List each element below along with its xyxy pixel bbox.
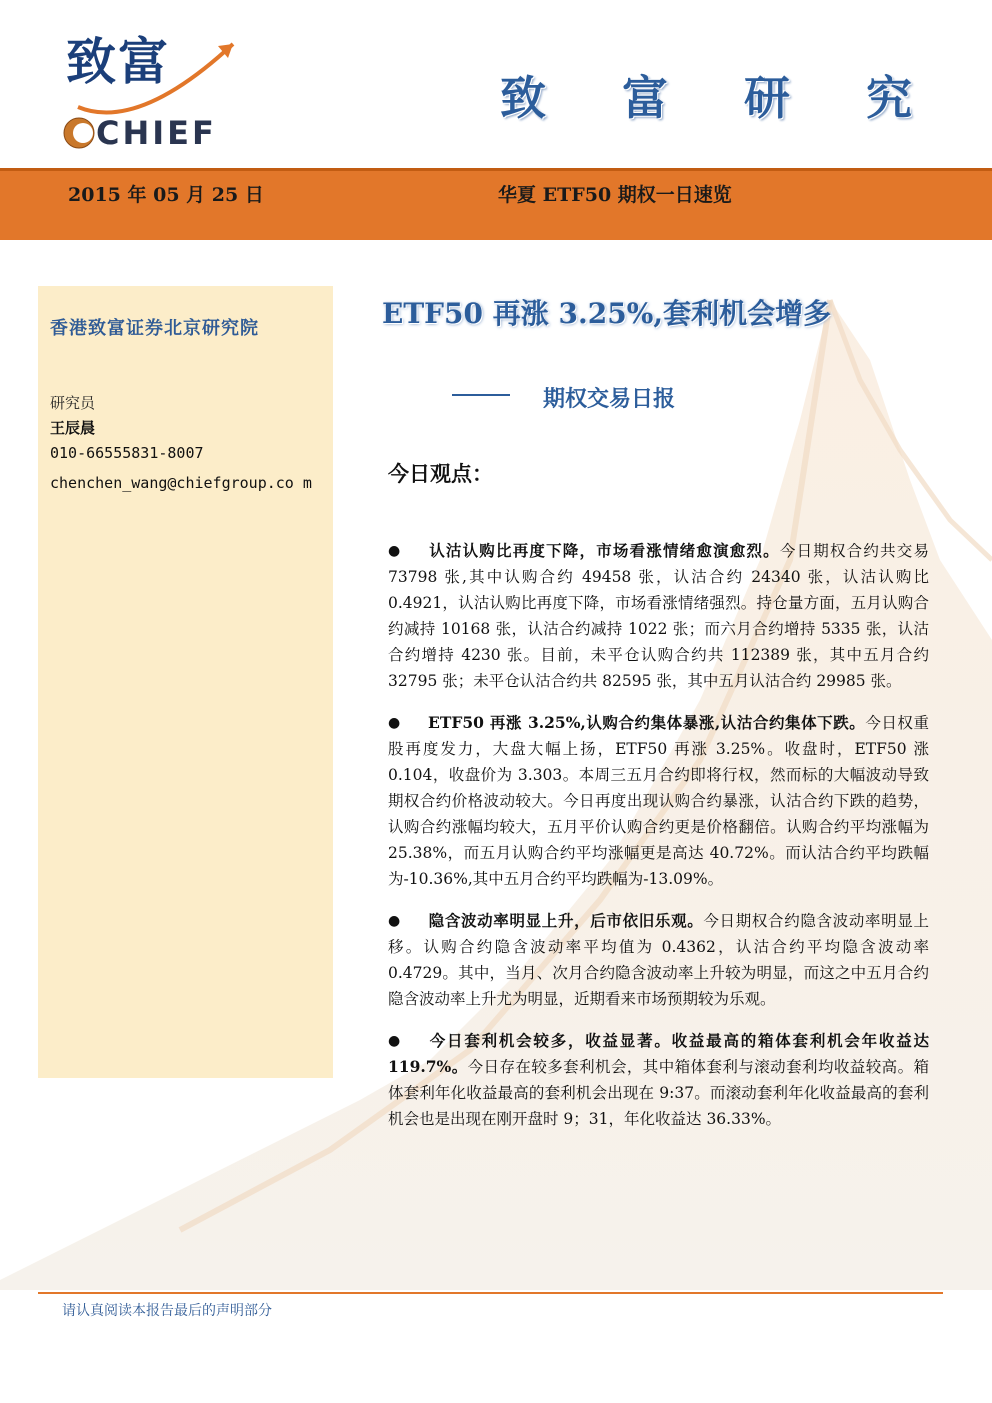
report-title: ETF50 再涨 3.25%,套利机会增多: [382, 297, 832, 330]
paragraph-body: 今日期权合约共交易 73798 张,其中认购合约 49458 张，认沽合约 24340 张，认沽认购比 0.4921，认沽认购比再度下降，市场看涨情绪强烈。持仓量方面，五月认购合约减持 10168 张，认沽合约减持 1022 张；而六月合约增持 5335 张，认沽合约增持 4230 张。目前，未平仓认购合约共 112389 张，其中五月合约 32795 张；未平仓认沽合约共 82595 张，其中五月认沽合约 29985 张。: [388, 542, 929, 690]
subtitle-dash: [452, 394, 510, 396]
header-band-stripe: [0, 168, 992, 171]
paragraph-lead: 今日套利机会较多，收益显著。收益最高的箱体套利机会年收益达 119.7%。: [388, 1031, 929, 1076]
footer-divider: [38, 1292, 943, 1294]
paragraph-lead: 隐含波动率明显上升，后市依旧乐观。: [428, 911, 704, 930]
report-series-title: 华夏 ETF50 期权一日速览: [498, 184, 732, 206]
logo-c-emblem-icon: [62, 116, 96, 150]
bullet-icon: ●: [388, 543, 401, 559]
footer-disclaimer: 请认真阅读本报告最后的声明部分: [62, 1303, 272, 1319]
bullet-icon: ●: [388, 913, 401, 929]
paragraph-lead: 认沽认购比再度下降，市场看涨情绪愈演愈烈。: [428, 541, 780, 560]
paragraph-body: 今日权重股再度发力，大盘大幅上扬，ETF50 再涨 3.25%。收盘时，ETF50 涨 0.104，收盘价为 3.303。本周三五月合约即将行权，然而标的大幅波动导致期权合约价格波动较大。今日再度出现认购合约暴涨，认沽合约下跌的趋势，认购合约涨幅均较大，五月平价认购合约更是价格翻倍。认购合约平均涨幅为 25.38%，而五月认购合约平均涨幅更是高达 40.72%。而认沽合约平均跌幅为-10.36%,其中五月合约平均跌幅为-13.09%。: [388, 714, 929, 888]
analyst-sidebar: [38, 286, 333, 1078]
paragraph-lead: ETF50 再涨 3.25%,认购合约集体暴涨,认沽合约集体下跌。: [428, 713, 866, 732]
bullet-paragraph: [388, 538, 929, 694]
bullet-paragraph: [388, 1028, 929, 1132]
chief-logo: [58, 22, 248, 157]
bullet-paragraph: [388, 710, 929, 892]
bullet-paragraph: [388, 908, 929, 1012]
section-heading: 今日观点：: [388, 461, 493, 486]
analyst-email: chenchen_wang@chiefgroup.co m: [50, 474, 312, 492]
report-date: 2015 年 05 月 25 日: [68, 184, 264, 206]
logo-chinese-text: 致富: [66, 32, 170, 91]
paragraph-body: 今日期权合约隐含波动率明显上移。认购合约隐含波动率平均值为 0.4362，认沽合约平均隐含波动率 0.4729。其中，当月、次月合约隐含波动率上升较为明显，而这之中五月合约隐含波动率上升尤为明显，近期看来市场预期较为乐观。: [388, 912, 929, 1008]
report-subtitle: 期权交易日报: [543, 386, 676, 412]
report-body: [388, 538, 929, 1148]
paragraph-body: 今日存在较多套利机会，其中箱体套利与滚动套利均收益较高。箱体套利年化收益最高的套利机会出现在 9:37。而滚动套利年化收益最高的套利机会也是出现在刚开盘时 9；31，年化收益达 36.33%。: [388, 1058, 929, 1128]
bullet-icon: ●: [388, 715, 401, 731]
analyst-role: 研究员: [50, 394, 96, 412]
institution-name: 香港致富证券北京研究院: [50, 318, 259, 339]
analyst-phone: 010-66555831-8007: [50, 444, 204, 462]
analyst-name: 王辰晨: [50, 419, 96, 437]
brand-title: 致 富 研 究: [500, 71, 943, 125]
bullet-icon: ●: [388, 1033, 401, 1049]
logo-english-text: CHIEF: [96, 114, 217, 152]
